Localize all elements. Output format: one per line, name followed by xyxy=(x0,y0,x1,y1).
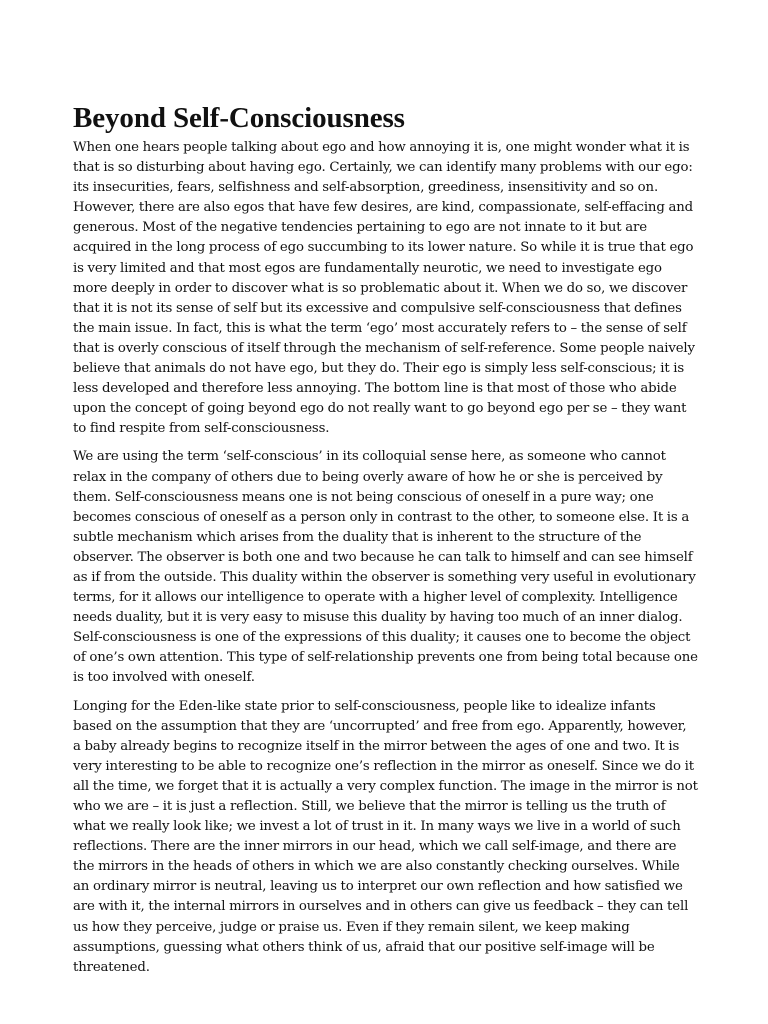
paragraph-1: When one hears people talking about ego and how annoying it is, one might wonder what it is that is so disturbing about having ego. Certainly, we can identify many problems with our ego: its insecurities, fears, selfishness and self-absorption, greediness, insensitivity and so on. However, there are also egos that have few desires, are kind, compassionate, self-effacing and generous. Most of the negative tendencies pertaining to ego are not innate to it but are acquired in the long process of ego succumbing to its lower nature. So while it is true that ego is very limited and that most egos are fundamentally neurotic, we need to investigate ego more deeply in order to discover what is so problematic about it. When we do so, we discover that it is not its sense of self but its excessive and compulsive self-consciousness that defines the main issue. In fact, this is what the term ‘ego’ most accurately refers to – the sense of self that is overly conscious of itself through the mechanism of self-reference. Some people naively believe that animals do not have ego, but they do. Their ego is simply less self-conscious; it is less developed and therefore less annoying. The bottom line is that most of those who abide upon the concept of going beyond ego do not really want to go beyond ego per se – they want to find respite from self-consciousness. xyxy=(73,140,695,437)
paragraph-2: We are using the term ‘self-conscious’ in its colloquial sense here, as someone who cannot relax in the company of others due to being overly aware of how he or she is perceived by them. Self-consciousness means one is not being conscious of oneself in a pure way; one becomes conscious of oneself as a person only in contrast to the other, to someone else. It is a subtle mechanism which arises from the duality that is inherent to the structure of the observer. The observer is both one and two because he can talk to himself and can see himself as if from the outside. This duality within the observer is something very useful in evolutionary terms, for it allows our intelligence to operate with a higher level of complexity. Intelligence needs duality, but it is very easy to misuse this duality by having too much of an inner dialog. Self-consciousness is one of the expressions of this duality; it causes one to become the object of one’s own attention. This type of self-relationship prevents one from being total because one is too involved with oneself. xyxy=(73,449,698,686)
paragraph-3: Longing for the Eden-like state prior to self-consciousness, people like to idealize infants based on the assumption that they are ‘uncorrupted’ and free from ego. Apparently, however, a baby already begins to recognize itself in the mirror between the ages of one and two. It is very interesting to be able to recognize one’s reflection in the mirror as oneself. Since we do it all the time, we forget that it is actually a very complex function. The image in the mirror is not who we are – it is just a reflection. Still, we believe that the mirror is telling us the truth of what we really look like; we invest a lot of trust in it. In many ways we live in a world of such reflections. There are the inner mirrors in our head, which we call self-image, and there are the mirrors in the heads of others in which we are also constantly checking ourselves. While an ordinary mirror is neutral, leaving us to interpret our own reflection and how satisfied we are with it, the internal mirrors in ourselves and in others can give us feedback – they can tell us how they perceive, judge or praise us. Even if they remain silent, we keep making assumptions, guessing what others think of us, afraid that our positive self-image will be threatened. xyxy=(73,698,698,975)
document-title: Beyond Self-Consciousness xyxy=(73,102,405,134)
document-page xyxy=(73,100,698,986)
